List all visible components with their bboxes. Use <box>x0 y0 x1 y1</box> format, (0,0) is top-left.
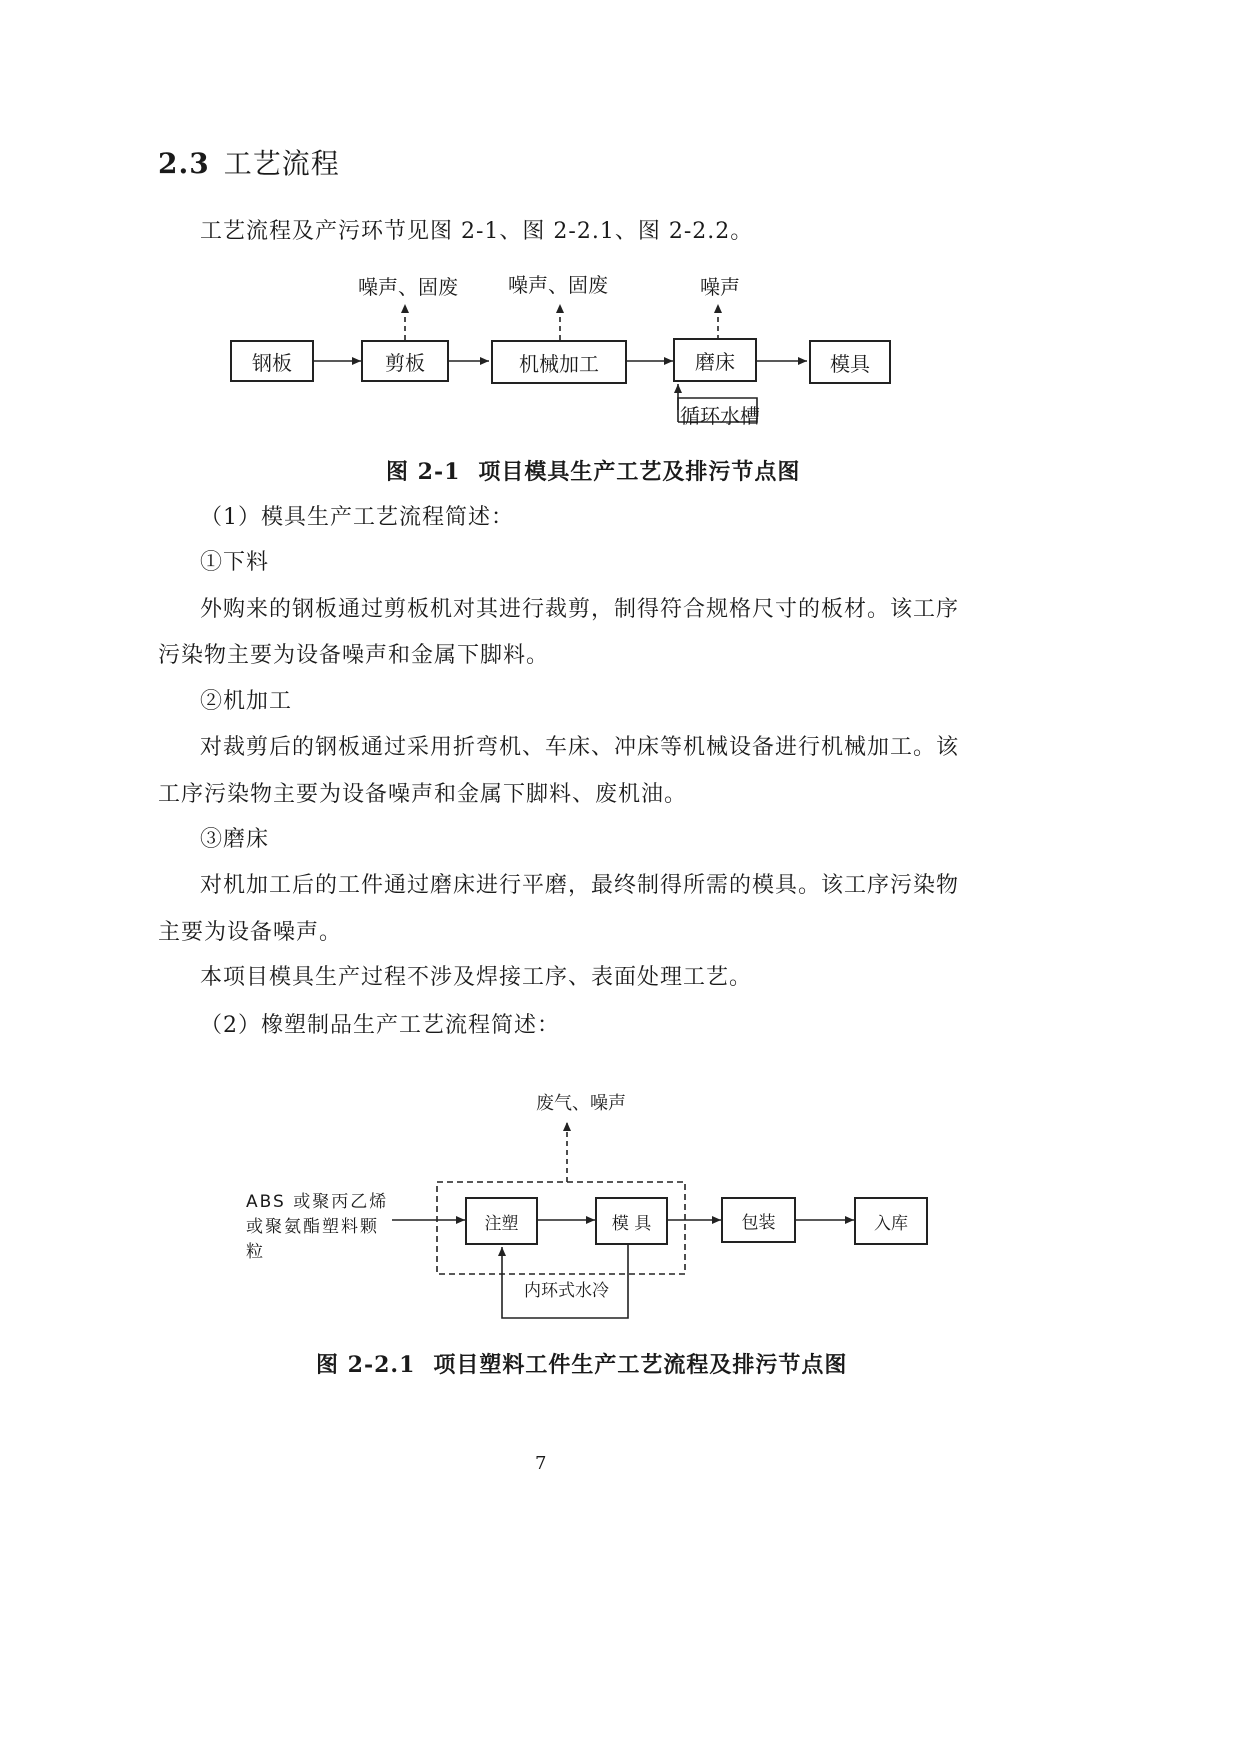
step-text: 对裁剪后的钢板通过采用折弯机、车床、冲床等机械设备进行机械加工。该 <box>200 735 960 760</box>
step-text: 污染物主要为设备噪声和金属下脚料。 <box>158 643 550 668</box>
caption-text: 项目模具生产工艺及排污节点图 <box>478 459 801 485</box>
process-box-steel-plate: 钢板 <box>230 340 314 382</box>
step-title-cutting: ①下料 <box>200 550 270 575</box>
step-title-machining: ②机加工 <box>200 689 293 714</box>
fig2-emission-label: 废气、噪声 <box>536 1093 626 1114</box>
heading-plastic-process: （2）橡塑制品生产工艺流程简述： <box>200 1013 560 1038</box>
emission-label-2: 噪声、固废 <box>508 273 608 297</box>
emission-label-1: 噪声、固废 <box>358 275 458 299</box>
figure-caption-2-2-1 <box>316 1348 847 1379</box>
step-text: 外购来的钢板通过剪板机对其进行裁剪，制得符合规格尺寸的板材。该工序 <box>200 597 960 622</box>
step-text: 对机加工后的工件通过磨床进行平磨，最终制得所需的模具。该工序污染物 <box>200 873 960 898</box>
process-box-mold: 模 具 <box>595 1197 668 1245</box>
step-text: 主要为设备噪声。 <box>158 920 343 945</box>
intro-paragraph: 工艺流程及产污环节见图 2-1、图 2-2.1、图 2-2.2。 <box>200 219 754 244</box>
step-title-grinding: ③磨床 <box>200 827 270 852</box>
caption-number: 图 2-1 <box>386 459 461 485</box>
section-title: 工艺流程 <box>223 147 340 180</box>
process-box-injection: 注塑 <box>465 1197 538 1245</box>
step-text: 工序污染物主要为设备噪声和金属下脚料、废机油。 <box>158 782 688 807</box>
water-tank-label: 循环水槽 <box>680 404 760 428</box>
cooling-label: 内环式水冷 <box>524 1276 609 1301</box>
raw-material-label-line3: 粒 <box>246 1242 263 1262</box>
process-box-storage: 入库 <box>854 1197 928 1245</box>
process-box-packaging: 包装 <box>721 1197 796 1243</box>
caption-text: 项目塑料工件生产工艺流程及排污节点图 <box>433 1352 848 1378</box>
figure-caption-2-1 <box>386 455 800 486</box>
heading-mold-process: （1）模具生产工艺流程简述： <box>200 505 514 530</box>
raw-material-label-line1: ABS 或聚丙乙烯 <box>246 1192 389 1212</box>
page-number: 7 <box>535 1453 547 1474</box>
section-number: 2.3 <box>158 147 210 180</box>
caption-number: 图 2-2.1 <box>316 1352 416 1378</box>
raw-material-label-line2: 或聚氨酯塑料颗 <box>246 1217 379 1237</box>
process-box-machining: 机械加工 <box>491 340 627 384</box>
process-note: 本项目模具生产过程不涉及焊接工序、表面处理工艺。 <box>200 965 753 990</box>
process-box-grinding: 磨床 <box>673 338 757 382</box>
process-box-shearing: 剪板 <box>361 340 449 382</box>
process-box-mold: 模具 <box>809 340 891 384</box>
emission-label-3: 噪声 <box>700 275 740 299</box>
